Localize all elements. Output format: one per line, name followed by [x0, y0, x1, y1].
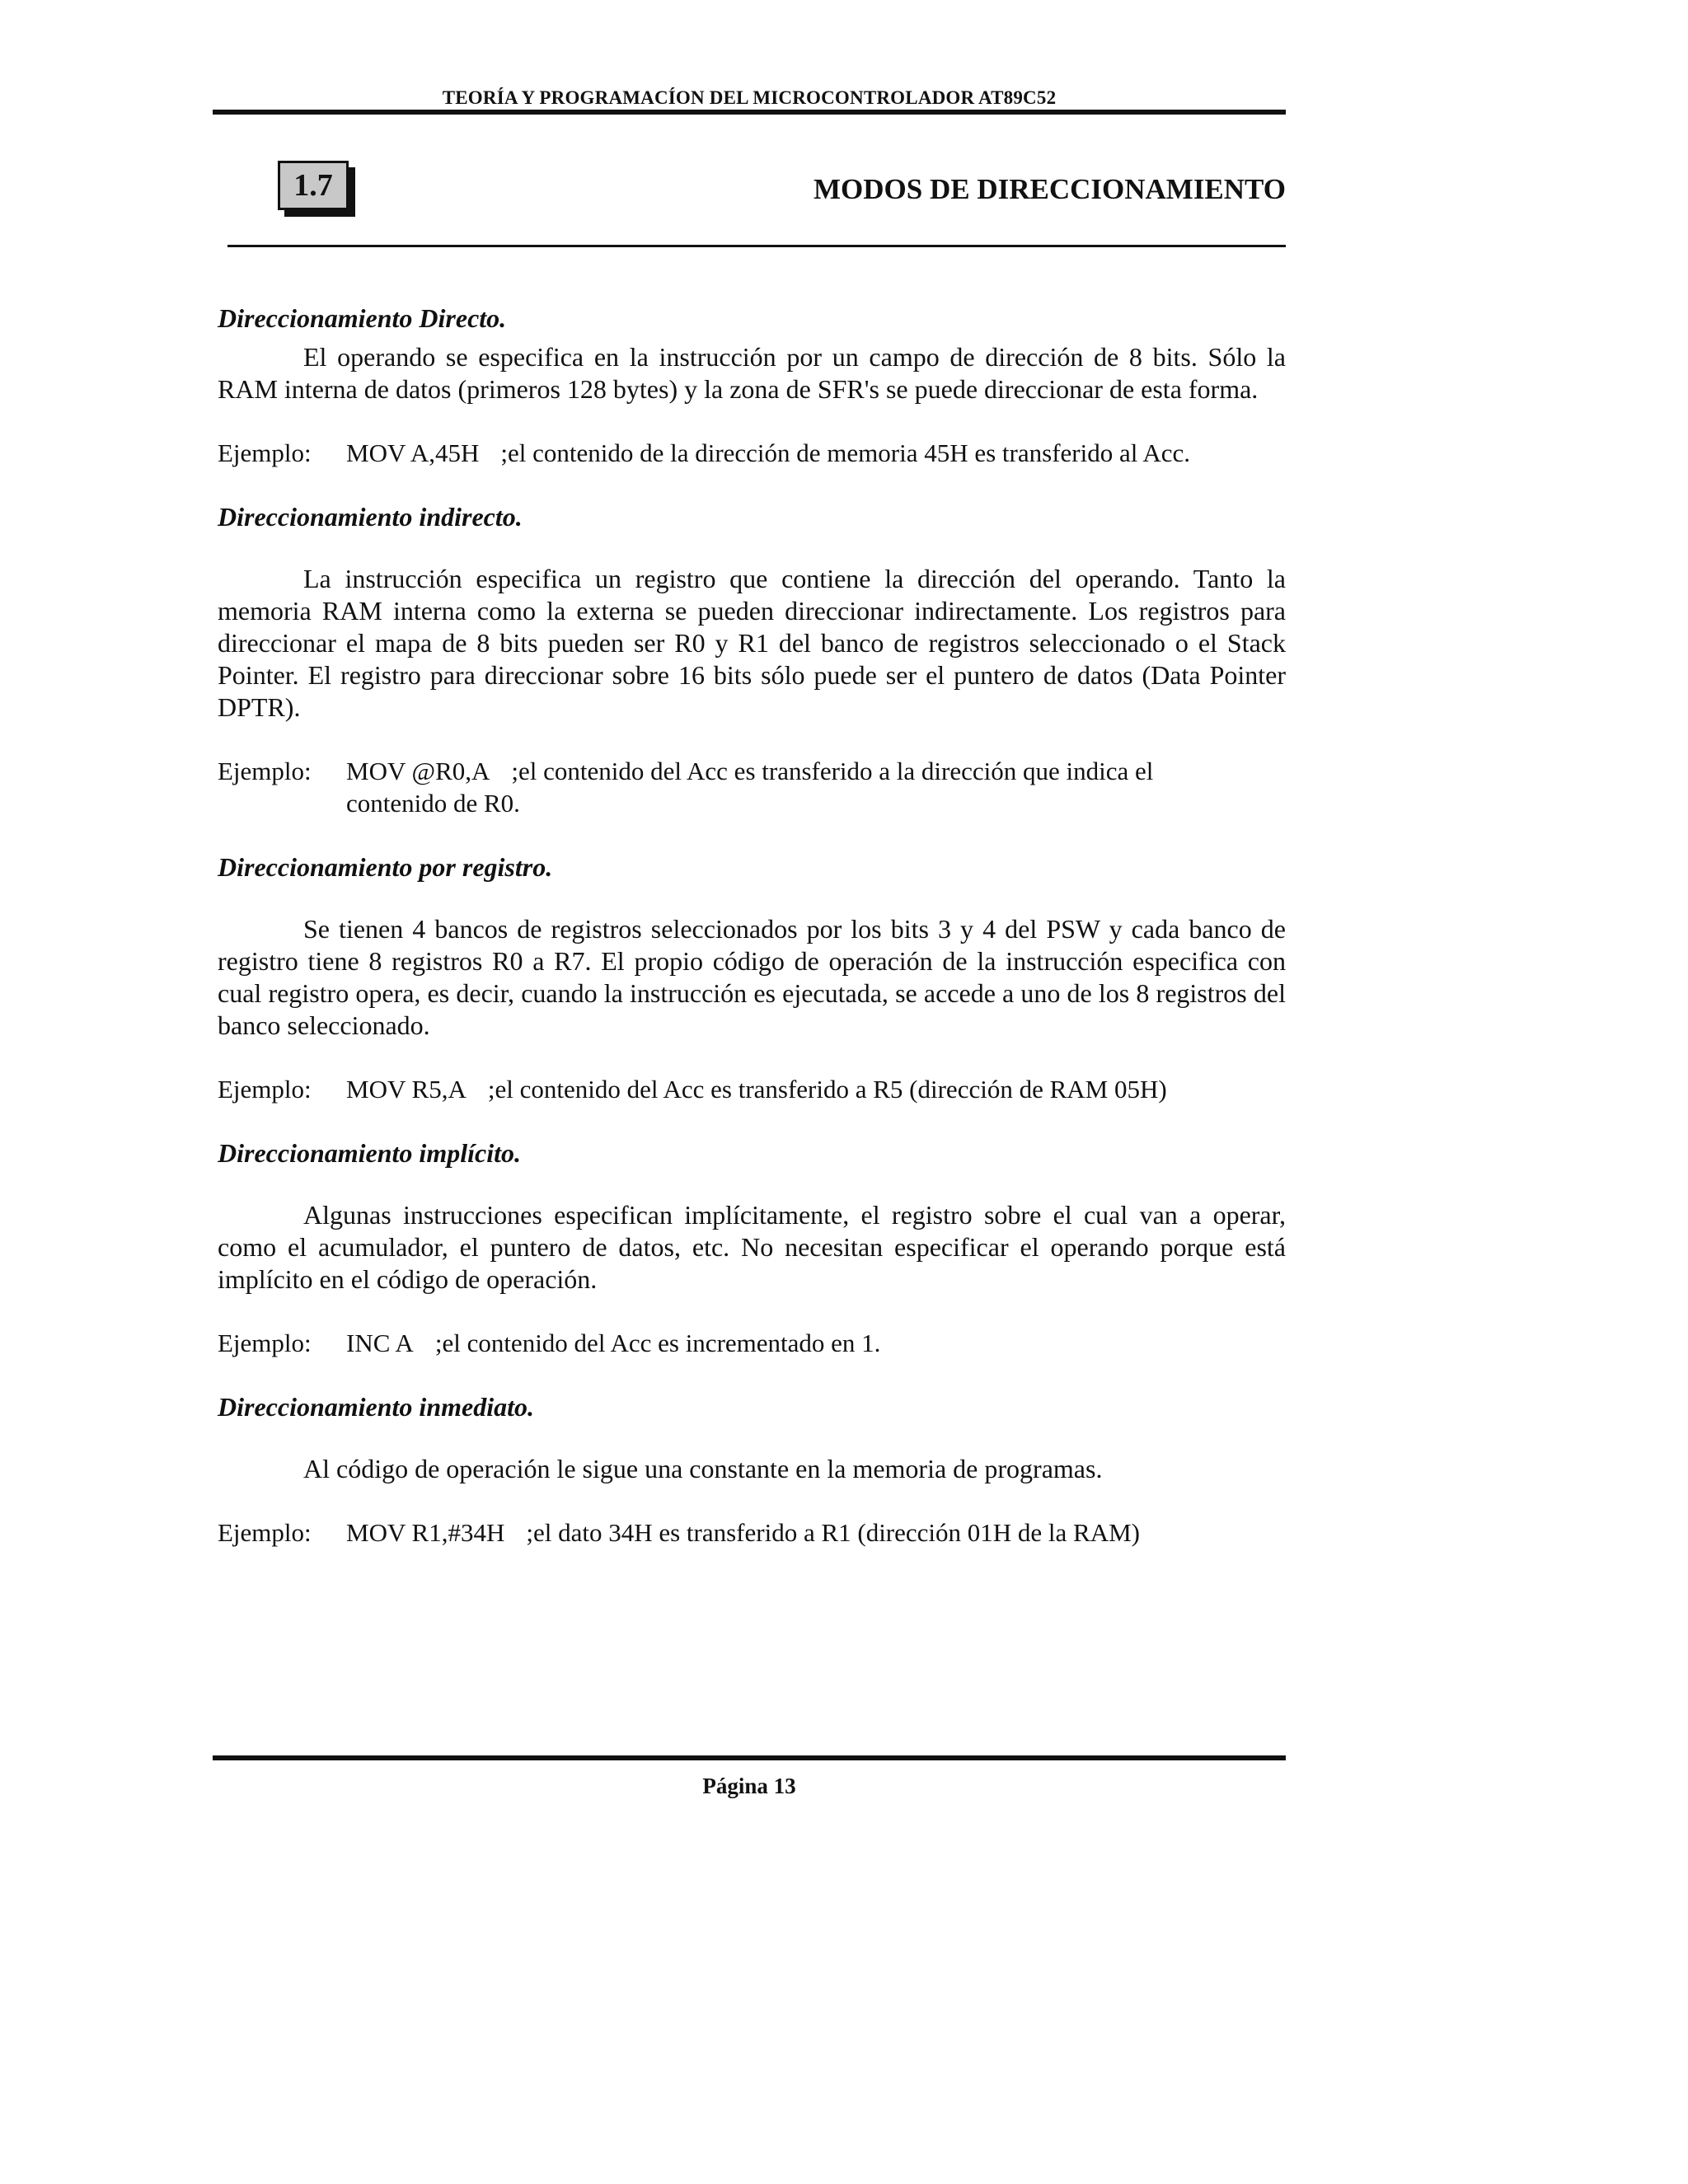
section-immediate: [218, 1389, 1286, 1549]
example-label: Ejemplo:: [218, 438, 312, 467]
example-code: MOV A,45H: [346, 438, 480, 467]
example-code: MOV R5,A: [346, 1075, 467, 1104]
example-comment-continued: contenido de R0.: [346, 789, 520, 818]
section-indirect: [218, 499, 1286, 819]
section-number-box: [278, 161, 349, 210]
header-rule: [213, 110, 1286, 115]
footer-rule: [213, 1755, 1286, 1760]
page-content: [218, 300, 1286, 1549]
example-code: MOV @R0,A: [346, 757, 490, 785]
example-comment: ;el dato 34H es transferido a R1 (dirección 01H de la RAM): [526, 1518, 1140, 1547]
example: [218, 1327, 1286, 1359]
section-register: [218, 849, 1286, 1105]
section-number: 1.7: [293, 168, 333, 203]
section-implicit: [218, 1135, 1286, 1359]
example-label: Ejemplo:: [218, 757, 312, 785]
section-heading: Direccionamiento indirecto.: [218, 502, 523, 532]
section-heading: Direccionamiento por registro.: [218, 852, 553, 882]
running-header: TEORÍA Y PROGRAMACÍON DEL MICROCONTROLADOR AT89C52: [442, 87, 1057, 108]
section-paragraph: Se tienen 4 bancos de registros seleccionados por los bits 3 y 4 del PSW y cada banco de registro tiene 8 registros R0 a R7. El propio código de operación de la instrucción especifica con cual registro opera, es decir, cuando la instrucción es ejecutada, se accede a uno de los 8 registros del banco seleccionado.: [218, 914, 1286, 1040]
example-code: INC A: [346, 1329, 414, 1357]
section-rule: [227, 245, 1286, 247]
section-heading: Direccionamiento implícito.: [218, 1138, 521, 1168]
page-number: Página 13: [702, 1774, 796, 1798]
example-code: MOV R1,#34H: [346, 1518, 505, 1547]
example-comment: ;el contenido de la dirección de memoria 45H es transferido al Acc.: [500, 438, 1191, 467]
section-heading: Direccionamiento Directo.: [218, 303, 507, 333]
section-paragraph: Al código de operación le sigue una constante en la memoria de programas.: [303, 1454, 1103, 1483]
section-title: MODOS DE DIRECCIONAMIENTO: [813, 173, 1286, 205]
example: [218, 1516, 1286, 1549]
section-paragraph: La instrucción especifica un registro que contiene la dirección del operando. Tanto la memoria RAM interna como la externa se pueden direccionar indirectamente. Los registros para direccionar el mapa de 8 bits pueden ser R0 y R1 del banco de registros seleccionado o el Stack Pointer. El registro para direccionar sobre 16 bits sólo puede ser el puntero de datos (Data Pointer DPTR).: [218, 564, 1286, 722]
section-paragraph: Algunas instrucciones especifican implícitamente, el registro sobre el cual van a operar, como el acumulador, el puntero de datos, etc. No necesitan especificar el operando porque está implícito en el código de operación.: [218, 1200, 1286, 1294]
example-label: Ejemplo:: [218, 1518, 312, 1547]
example: [218, 1073, 1286, 1105]
example-label: Ejemplo:: [218, 1075, 312, 1104]
section-heading: Direccionamiento inmediato.: [218, 1392, 534, 1422]
example-comment: ;el contenido del Acc es incrementado en 1.: [434, 1329, 881, 1357]
example: [218, 755, 1286, 819]
example-label: Ejemplo:: [218, 1329, 312, 1357]
example-comment: ;el contenido del Acc es transferido a R5 (dirección de RAM 05H): [487, 1075, 1167, 1104]
section-paragraph: El operando se especifica en la instrucción por un campo de dirección de 8 bits. Sólo la RAM interna de datos (primeros 128 bytes) y la zona de SFR's se puede direccionar de esta forma.: [218, 342, 1286, 404]
example-comment: ;el contenido del Acc es transferido a la dirección que indica el: [511, 757, 1154, 785]
section-direct: [218, 300, 1286, 469]
example: [218, 437, 1286, 469]
